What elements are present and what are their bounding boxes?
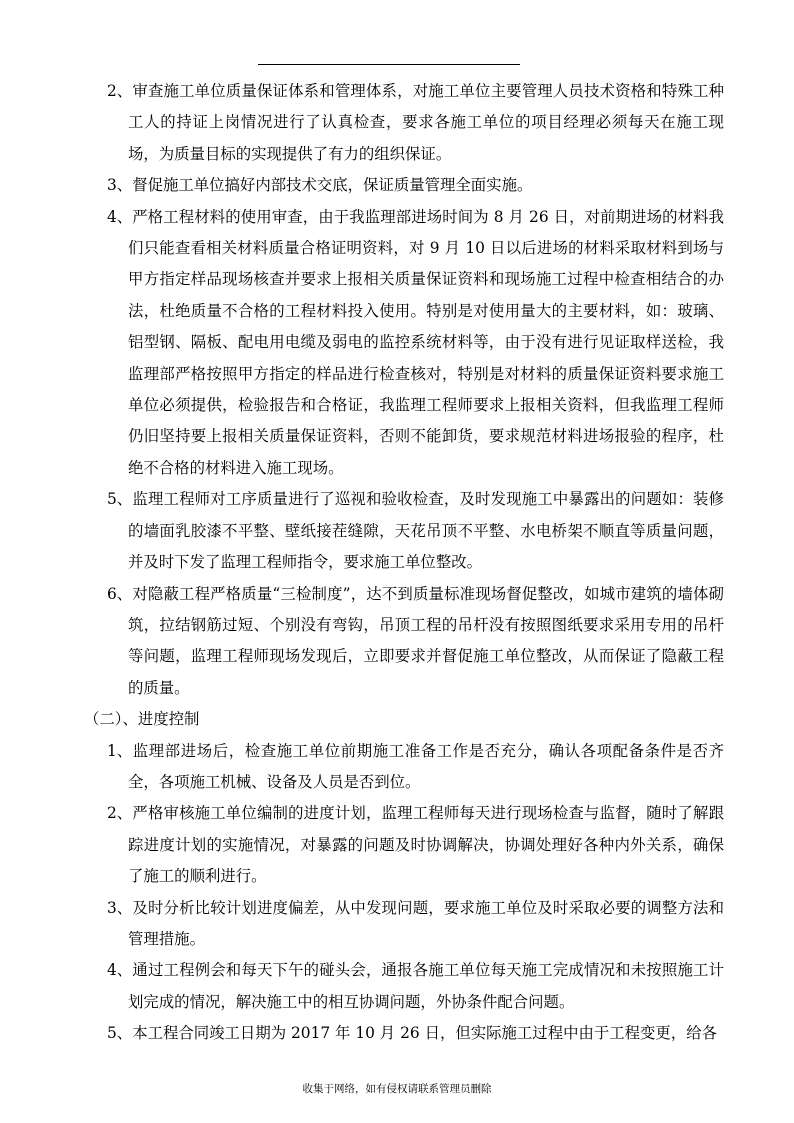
item-text: 监理工程师对工序质量进行了巡视和验收检查，及时发现施工中暴露出的问题如：装修的墙面乳胶漆不平整、壁纸接茬缝隙，天花吊顶不平整、水电桥架不顺直等质量问题，并及时下发了监理工程师指令，要求施工单位整改。 — [128, 490, 724, 572]
list-item — [84, 893, 724, 956]
list-item — [84, 955, 724, 1018]
item-text: 对隐蔽工程严格质量“三检制度”，达不到质量标准现场督促整改，如城市建筑的墙体砌筑，拉结钢筋过短、个别没有弯钩，吊顶工程的吊杆没有按照图纸要求采用专用的吊杆等问题，监理工程师现场发现后，立即要求并督促施工单位整改，从而保证了隐蔽工程的质量。 — [128, 584, 724, 697]
item-text: 督促施工单位搞好内部技术交底，保证质量管理全面实施。 — [132, 176, 533, 195]
list-item — [84, 484, 724, 578]
item-number: 2、 — [107, 82, 133, 100]
document-body — [84, 76, 724, 1050]
item-number: 4、 — [107, 207, 133, 226]
list-item — [84, 736, 724, 799]
item-number: 3、 — [107, 898, 133, 917]
list-item — [84, 579, 724, 705]
footer-note: 收集于网络，如有侵权请联系管理员删除 — [302, 1083, 492, 1095]
quality-control-list — [84, 76, 724, 704]
item-text: 及时分析比较计划进度偏差，从中发现问题，要求施工单位及时采取必要的调整方法和管理措施。 — [128, 898, 724, 948]
item-number: 6、 — [107, 584, 133, 603]
list-item — [84, 1018, 724, 1049]
item-number: 2、 — [107, 804, 133, 823]
item-number: 4、 — [107, 961, 133, 980]
item-text: 严格工程材料的使用审查，由于我监理部进场时间为 8 月 26 日，对前期进场的材料我们只能查看相关材料质量合格证明资料，对 9 月 10 日以后进场的材料采取材料到场与甲方指定样品现场核查并要求上报相关质量保证资料和现场施工过程中检查相结合的办法，杜绝质量不合格的工程材料投入使用。特别是对使用量大的主要材料，如：玻璃、铝型钢、隔板、配电用电缆及弱电的监控系统材料等，由于没有进行见证取样送检，我监理部严格按照甲方指定的样品进行检查核对，特别是对材料的质量保证资料要求施工单位必须提供，检验报告和合格证，我监理工程师要求上报相关资料，但我监理工程师仍旧坚持要上报相关质量保证资料，否则不能卸货，要求规范材料进场报验的程序，杜绝不合格的材料进入施工现场。 — [128, 207, 724, 477]
item-number: 3、 — [107, 176, 133, 195]
list-item — [84, 76, 724, 170]
item-number: 5、 — [107, 490, 133, 509]
item-number: 5、 — [107, 1024, 133, 1043]
list-item — [84, 202, 724, 485]
item-text: 审查施工单位质量保证体系和管理体系，对施工单位主要管理人员技术资格和特殊工种工人的持证上岗情况进行了认真检查，要求各施工单位的项目经理必须每天在施工现场，为质量目标的实现提供了有力的组织保证。 — [128, 82, 724, 163]
item-number: 1、 — [107, 741, 133, 760]
section-heading: （二）、进度控制 — [84, 710, 200, 729]
list-item — [84, 798, 724, 892]
list-item — [84, 170, 724, 201]
header-rule — [258, 64, 520, 65]
item-text: 本工程合同竣工日期为 2017 年 10 月 26 日，但实际施工过程中由于工程变更，给各 — [132, 1024, 717, 1043]
item-text: 通过工程例会和每天下午的碰头会，通报各施工单位每天施工完成情况和未按照施工计划完成的情况，解决施工中的相互协调问题，外协条件配合问题。 — [128, 961, 724, 1011]
item-text: 严格审核施工单位编制的进度计划，监理工程师每天进行现场检查与监督，随时了解跟踪进度计划的实施情况，对暴露的问题及时协调解决，协调处理好各种内外关系，确保了施工的顺利进行。 — [128, 804, 724, 886]
item-text: 监理部进场后，检查施工单位前期施工准备工作是否充分，确认各项配备条件是否齐全，各项施工机械、设备及人员是否到位。 — [128, 741, 724, 791]
progress-control-list — [84, 736, 724, 1050]
